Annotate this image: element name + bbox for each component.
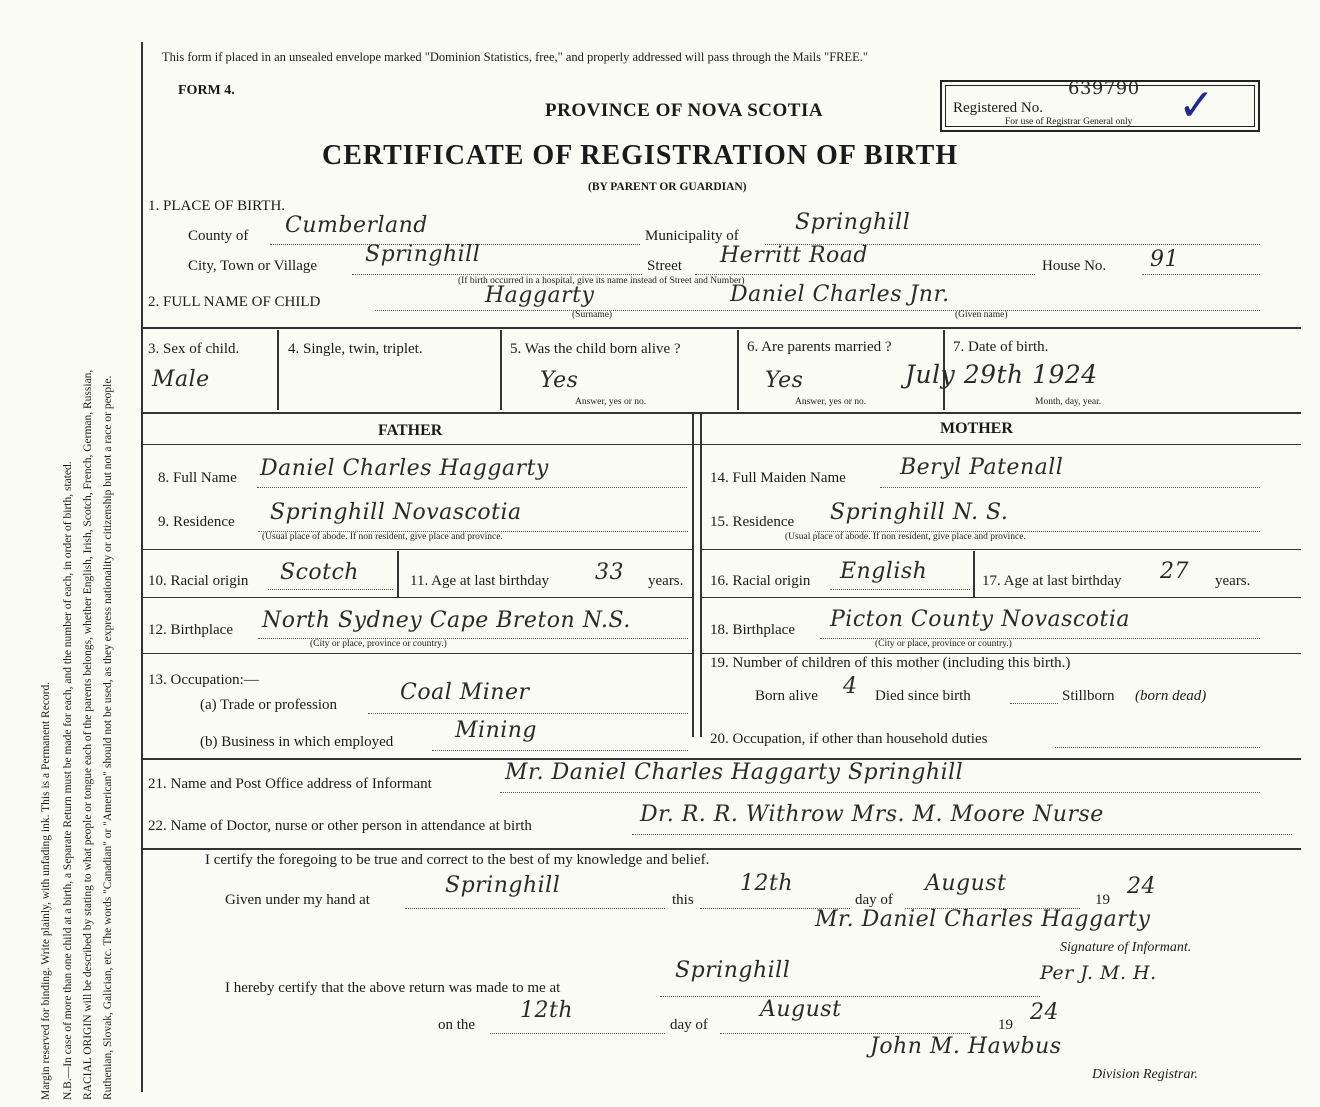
street-line <box>695 274 1035 275</box>
margin-note-binding: Margin reserved for binding. Write plainly, with unfading ink. This is a Permanent Record. <box>40 681 52 1100</box>
father-age-value: 33 <box>595 560 624 585</box>
house-line <box>1142 274 1260 275</box>
mother-years-label: years. <box>1215 573 1251 589</box>
born-alive-count-label: Born alive <box>755 688 818 704</box>
mother-racial-age-divider <box>973 551 975 597</box>
married-caption: Answer, yes or no. <box>795 397 867 407</box>
certify-statement: I certify the foregoing to be true and correct to the best of my knowledge and belief. <box>205 852 710 868</box>
row-divider-2 <box>141 412 1301 414</box>
mother-residence-label: 15. Residence <box>710 514 795 530</box>
form-number: FORM 4. <box>178 83 235 98</box>
date-of-birth-value: July 29th 1924 <box>905 360 1098 389</box>
place-of-birth-label: 1. PLACE OF BIRTH. <box>148 198 286 214</box>
informant-label: 21. Name and Post Office address of Informant <box>148 776 432 792</box>
doctor-label: 22. Name of Doctor, nurse or other person in attendance at birth <box>148 818 532 834</box>
mother-residence-value: Springhill N. S. <box>830 500 1009 525</box>
child-given-name: Daniel Charles Jnr. <box>730 282 950 307</box>
mother-racial-line <box>830 589 970 590</box>
parents-heading-rule <box>141 444 1301 445</box>
on-the-label: on the <box>438 1017 476 1033</box>
signature-informant-caption: Signature of Informant. <box>1060 940 1192 955</box>
father-birthplace-value: North Sydney Cape Breton N.S. <box>262 608 631 633</box>
father-residence-caption: (Usual place of abode. If non resident, give place and province. <box>262 532 503 542</box>
mother-occupation-line <box>1055 747 1260 748</box>
given-at-value: Springhill <box>445 873 561 898</box>
col-divider-5 <box>737 330 739 410</box>
father-name-value: Daniel Charles Haggarty <box>260 456 549 481</box>
children-count-label: 19. Number of children of this mother (including this birth.) <box>710 655 1071 671</box>
stillborn-label: Stillborn <box>1062 688 1115 704</box>
father-age-label: 11. Age at last birthday <box>410 573 549 589</box>
business-value: Mining <box>455 718 538 743</box>
municipality-value: Springhill <box>795 210 911 235</box>
registrar-initials: Per J. M. H. <box>1040 962 1157 984</box>
given-month-value: August <box>925 871 1007 896</box>
parents-married-label: 6. Are parents married ? <box>747 339 892 355</box>
father-residence-value: Springhill Novascotia <box>270 500 522 525</box>
father-racial-age-divider <box>397 551 399 597</box>
given-year-prefix: 19 <box>1095 892 1110 908</box>
mother-name-line <box>880 487 1260 488</box>
given-under-label: Given under my hand at <box>225 892 370 908</box>
dob-caption: Month, day, year. <box>1035 397 1102 407</box>
registered-no-value: 639790 <box>1068 78 1140 99</box>
city-line <box>352 274 642 275</box>
died-line <box>1010 703 1058 704</box>
check-mark: ✓ <box>1178 80 1215 131</box>
died-since-birth-label: Died since birth <box>875 688 971 704</box>
row-divider-4 <box>141 848 1301 850</box>
mother-age-label: 17. Age at last birthday <box>982 573 1122 589</box>
father-heading: FATHER <box>378 422 443 439</box>
father-divider-2 <box>141 597 692 598</box>
father-years-label: years. <box>648 573 684 589</box>
mother-birthplace-value: Picton County Novascotia <box>830 607 1130 632</box>
mailing-note: This form if placed in an unsealed envelope marked "Dominion Statistics, free," and properly addressed will pass through the Mails "FREE." <box>162 50 869 64</box>
return-place-line <box>660 996 1040 997</box>
sex-label: 3. Sex of child. <box>148 341 240 357</box>
date-of-birth-label: 7. Date of birth. <box>953 339 1049 355</box>
father-divider-3 <box>141 653 692 654</box>
doctor-line <box>632 834 1292 835</box>
sex-value: Male <box>152 367 210 392</box>
mother-name-value: Beryl Patenall <box>900 455 1064 480</box>
child-surname: Haggarty <box>485 283 595 308</box>
margin-note-separate-return: N.B.—In case of more than one child at a birth, a Separate Return must be made for each, and the number of each, in order of birth, stated. <box>62 461 74 1100</box>
born-alive-count-value: 4 <box>843 674 858 699</box>
registrar-only-note: For use of Registrar General only <box>1005 117 1133 127</box>
city-value: Springhill <box>365 242 481 267</box>
city-label: City, Town or Village <box>188 258 318 274</box>
county-label: County of <box>188 228 249 244</box>
trade-line <box>368 713 688 714</box>
mother-divider-2 <box>701 597 1301 598</box>
registrar-signature: John M. Hawbus <box>870 1034 1062 1059</box>
registrar-day-of-label: day of <box>670 1017 708 1033</box>
born-dead-label: (born dead) <box>1135 688 1207 704</box>
mother-divider-1 <box>701 549 1301 550</box>
margin-note-racial-origin: RACIAL ORIGIN will be described by stating to what people or tongue each of the parents belongs, whether English, Irish, Scotch, French, German, Russian, <box>82 369 94 1100</box>
on-day-line <box>490 1033 665 1034</box>
return-made-label: I hereby certify that the above return was made to me at <box>225 980 561 996</box>
col-divider-4 <box>500 330 502 410</box>
surname-caption: (Surname) <box>572 310 613 320</box>
father-divider-1 <box>141 549 692 550</box>
return-place-value: Springhill <box>675 958 791 983</box>
born-alive-caption: Answer, yes or no. <box>575 397 647 407</box>
trade-value: Coal Miner <box>400 680 530 705</box>
mother-racial-label: 16. Racial origin <box>710 573 811 589</box>
registered-no-label: Registered No. <box>953 100 1043 116</box>
this-label: this <box>672 892 694 908</box>
informant-line <box>500 792 1260 793</box>
father-birthplace-label: 12. Birthplace <box>148 622 233 638</box>
on-month-value: August <box>760 997 842 1022</box>
house-no-label: House No. <box>1042 258 1107 274</box>
child-name-label: 2. FULL NAME OF CHILD <box>148 294 321 310</box>
document-subtitle: (BY PARENT OR GUARDIAN) <box>588 181 747 193</box>
registrar-year-prefix: 19 <box>998 1017 1013 1033</box>
born-alive-label: 5. Was the child born alive ? <box>510 341 681 357</box>
mother-heading: MOTHER <box>940 420 1013 437</box>
parents-married-value: Yes <box>765 368 804 393</box>
form-left-border <box>141 42 143 1092</box>
father-name-label: 8. Full Name <box>158 470 237 486</box>
registrar-year-suffix: 24 <box>1030 1000 1059 1025</box>
division-registrar-caption: Division Registrar. <box>1092 1067 1198 1082</box>
given-at-line <box>405 908 665 909</box>
on-day-value: 12th <box>520 998 574 1023</box>
mother-divider-3 <box>701 653 1301 654</box>
county-value: Cumberland <box>285 213 428 238</box>
father-racial-line <box>268 589 393 590</box>
mother-birthplace-caption: (City or place, province or country.) <box>875 639 1012 649</box>
born-alive-value: Yes <box>540 368 579 393</box>
business-label: (b) Business in which employed <box>200 734 394 750</box>
child-name-line <box>375 310 1260 311</box>
business-line <box>432 750 688 751</box>
occupation-label: 13. Occupation:— <box>148 672 259 688</box>
father-residence-label: 9. Residence <box>158 514 235 530</box>
document-title: CERTIFICATE OF REGISTRATION OF BIRTH <box>322 140 959 171</box>
mother-name-label: 14. Full Maiden Name <box>710 470 846 486</box>
given-day-value: 12th <box>740 871 794 896</box>
municipality-label: Municipality of <box>645 228 739 244</box>
center-divider-b <box>700 412 702 737</box>
center-divider-a <box>692 412 694 737</box>
single-twin-label: 4. Single, twin, triplet. <box>288 341 423 357</box>
mother-occupation-label: 20. Occupation, if other than household duties <box>710 731 988 747</box>
mother-racial-value: English <box>840 559 928 584</box>
trade-label: (a) Trade or profession <box>200 697 338 713</box>
mother-birthplace-label: 18. Birthplace <box>710 622 795 638</box>
father-racial-value: Scotch <box>280 560 359 585</box>
informant-signature: Mr. Daniel Charles Haggarty <box>815 907 1151 932</box>
row-divider-1 <box>141 327 1301 329</box>
mother-residence-caption: (Usual place of abode. If non resident, give place and province. <box>785 532 1026 542</box>
col-divider-3 <box>277 330 279 410</box>
margin-note-racial-origin-cont: Ruthenian, Slovak, Galician, etc. The words "Canadian" or "American" should not be used, as they express nationality or citizenship but not a race or people. <box>102 375 114 1100</box>
father-name-line <box>257 487 687 488</box>
mother-age-value: 27 <box>1160 559 1189 584</box>
street-label: Street <box>647 258 682 274</box>
father-racial-label: 10. Racial origin <box>148 573 249 589</box>
informant-value: Mr. Daniel Charles Haggarty Springhill <box>505 760 964 785</box>
given-name-caption: (Given name) <box>955 310 1008 320</box>
day-of-label: day of <box>855 892 893 908</box>
hospital-note: (If birth occurred in a hospital, give its name instead of Street and Number) <box>458 276 745 286</box>
house-no-value: 91 <box>1150 247 1179 272</box>
street-value: Herritt Road <box>720 243 868 268</box>
doctor-value: Dr. R. R. Withrow Mrs. M. Moore Nurse <box>640 802 1104 827</box>
given-year-suffix: 24 <box>1127 874 1156 899</box>
father-birthplace-caption: (City or place, province or country.) <box>310 639 447 649</box>
province-title: PROVINCE OF NOVA SCOTIA <box>545 100 824 121</box>
